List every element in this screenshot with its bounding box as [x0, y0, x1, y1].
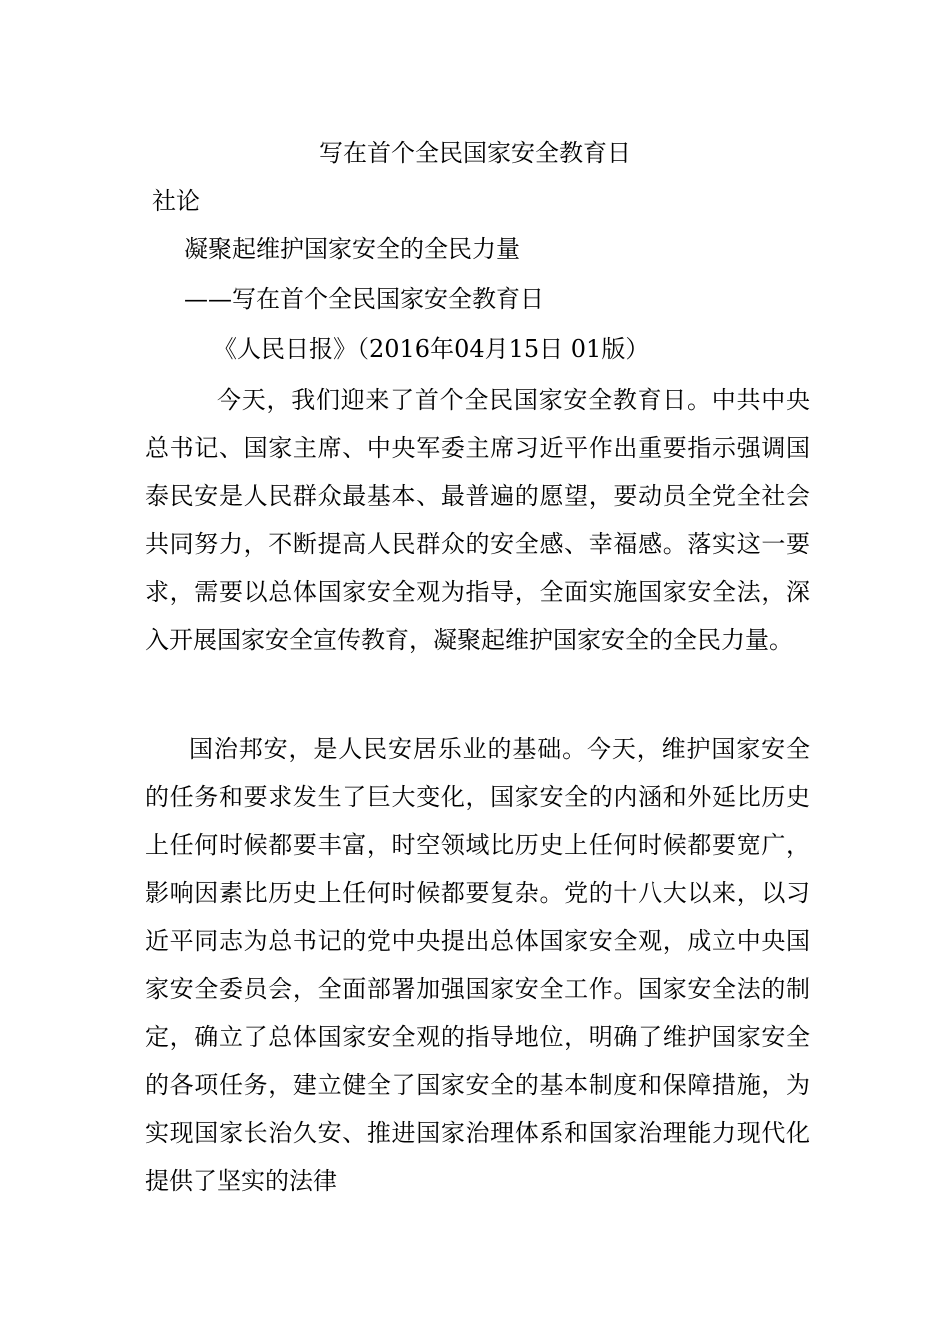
article-headline: 凝聚起维护国家安全的全民力量 [184, 235, 520, 263]
body-paragraph-2: 国治邦安，是人民安居乐业的基础。今天，维护国家安全的任务和要求发生了巨大变化，国家安全的内涵和外延比历史上任何时候都要丰富，时空领域比历史上任何时候都要宽广，影响因素比历史上任何时候都要复杂。党的十八大以来，以习近平同志为总书记的党中央提出总体国家安全观，成立中央国家安全委员会，全面部署加强国家安全工作。国家安全法的制定，确立了总体国家安全观的指导地位，明确了维护国家安全的各项任务，建立健全了国家安全的基本制度和保障措施，为实现国家长治久安、推进国家治理体系和国家治理能力现代化提供了坚实的法律 [145, 735, 810, 1195]
article-source: 《人民日报》（2016年04月15日 01版） [213, 335, 650, 363]
section-label: 社论 [152, 187, 200, 215]
body-paragraph-1: 今天，我们迎来了首个全民国家安全教育日。中共中央总书记、国家主席、中央军委主席习近平作出重要指示强调国泰民安是人民群众最基本、最普遍的愿望，要动员全党全社会共同努力，不断提高人民群众的安全感、幸福感。落实这一要求，需要以总体国家安全观为指导，全面实施国家安全法，深入开展国家安全宣传教育，凝聚起维护国家安全的全民力量。 [145, 386, 810, 654]
page-title: 写在首个全民国家安全教育日 [319, 139, 631, 167]
article-subtitle: ——写在首个全民国家安全教育日 [184, 285, 544, 313]
